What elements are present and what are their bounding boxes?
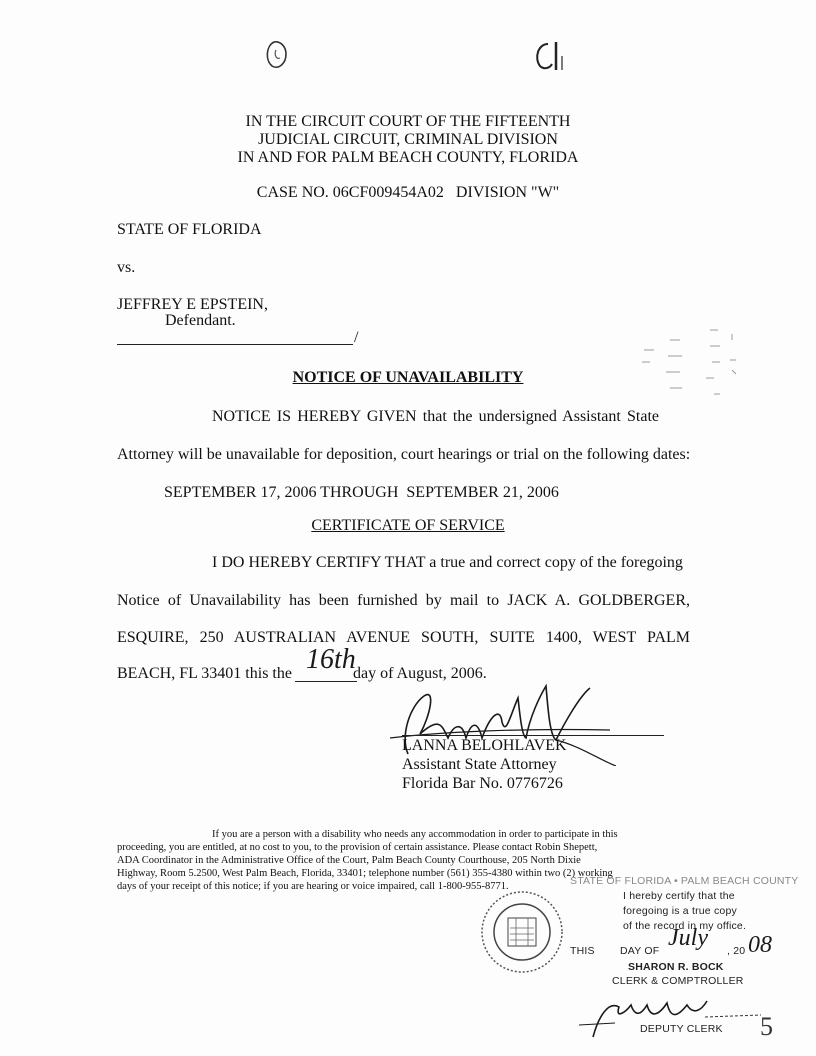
- punch-mark-right-icon: [530, 38, 568, 76]
- certificate-line-3: ESQUIRE, 250 AUSTRALIAN AVENUE SOUTH, SUITE 1400, WEST PALM: [117, 629, 690, 646]
- stamp-handwritten-year: 08: [748, 932, 772, 958]
- stamp-day-of: DAY OF: [620, 945, 660, 957]
- case-number: CASE NO. 06CF009454A02 DIVISION "W": [256, 184, 560, 201]
- stamp-this-label: THIS: [570, 945, 595, 957]
- caption-slash: /: [354, 329, 359, 346]
- handwritten-day: 16th: [306, 644, 356, 675]
- signer-name: LANNA BELOHLAVEK: [402, 737, 567, 754]
- notice-paragraph-line-1: NOTICE IS HEREBY GIVEN that the undersigned Assistant State: [212, 408, 659, 425]
- stamp-year-prefix: , 20: [727, 945, 746, 957]
- page-mark: 5: [760, 1012, 773, 1041]
- defendant-name: JEFFREY E EPSTEIN,: [117, 296, 268, 313]
- signature-line: [402, 735, 664, 736]
- signer-title: Assistant State Attorney: [402, 756, 557, 773]
- signer-bar-number: Florida Bar No. 0776726: [402, 775, 563, 792]
- ada-line-5: days of your receipt of this notice; if you are hearing or voice impaired, call 1-800-955-8771.: [117, 881, 509, 892]
- defendant-role: Defendant.: [165, 312, 236, 329]
- stamp-clerk-title: CLERK & COMPTROLLER: [612, 975, 744, 987]
- ada-line-2: proceeding, you are entitled, at no cost to you, to the provision of certain assistance. Please contact Robin Shepett,: [117, 842, 598, 853]
- certificate-line-4-end: day of August, 2006.: [353, 665, 487, 682]
- caption-underline: [117, 344, 353, 345]
- stamp-line-1: I hereby certify that the: [623, 890, 735, 902]
- ada-line-4: Highway, Room 5.2500, West Palm Beach, Florida, 33401; telephone number (561) 355-4380 within two (2) working: [117, 868, 613, 879]
- court-line-3: IN AND FOR PALM BEACH COUNTY, FLORIDA: [237, 149, 579, 166]
- ada-line-1: If you are a person with a disability who needs any accommodation in order to participate in this: [212, 829, 618, 840]
- stamp-deputy-clerk: DEPUTY CLERK: [640, 1023, 723, 1035]
- certificate-line-1: I DO HEREBY CERTIFY THAT a true and correct copy of the foregoing: [212, 554, 683, 571]
- certificate-line-2: Notice of Unavailability has been furnished by mail to JACK A. GOLDBERGER,: [117, 592, 690, 609]
- county-seal-icon: [478, 888, 566, 976]
- stamp-header: STATE OF FLORIDA • PALM BEACH COUNTY: [570, 875, 799, 887]
- court-line-2: JUDICIAL CIRCUIT, CRIMINAL DIVISION: [258, 131, 558, 148]
- unavailable-dates: SEPTEMBER 17, 2006 THROUGH SEPTEMBER 21, 2006: [164, 484, 559, 501]
- notice-title: NOTICE OF UNAVAILABILITY: [292, 369, 524, 386]
- day-blank-line: [295, 681, 357, 682]
- stamp-clerk-name: SHARON R. BOCK: [628, 961, 724, 973]
- court-line-1: IN THE CIRCUIT COURT OF THE FIFTEENTH: [245, 113, 571, 130]
- versus: vs.: [117, 259, 136, 276]
- certificate-title: CERTIFICATE OF SERVICE: [311, 517, 505, 534]
- deputy-clerk-signature: [575, 985, 765, 1045]
- stamp-line-3: of the record in my office.: [623, 920, 747, 932]
- certificate-line-4-start: BEACH, FL 33401 this the: [117, 665, 292, 682]
- stamp-line-2: foregoing is a true copy: [623, 905, 737, 917]
- stamp-handwritten-month: July: [668, 925, 708, 951]
- plaintiff: STATE OF FLORIDA: [117, 221, 262, 238]
- notice-paragraph-line-2: Attorney will be unavailable for deposition, court hearings or trial on the following dates:: [117, 446, 691, 463]
- punch-mark-left-icon: [262, 38, 292, 72]
- ada-line-3: ADA Coordinator in the Administrative Office of the Court, Palm Beach County Courthouse, 205 North Dixie: [117, 855, 581, 866]
